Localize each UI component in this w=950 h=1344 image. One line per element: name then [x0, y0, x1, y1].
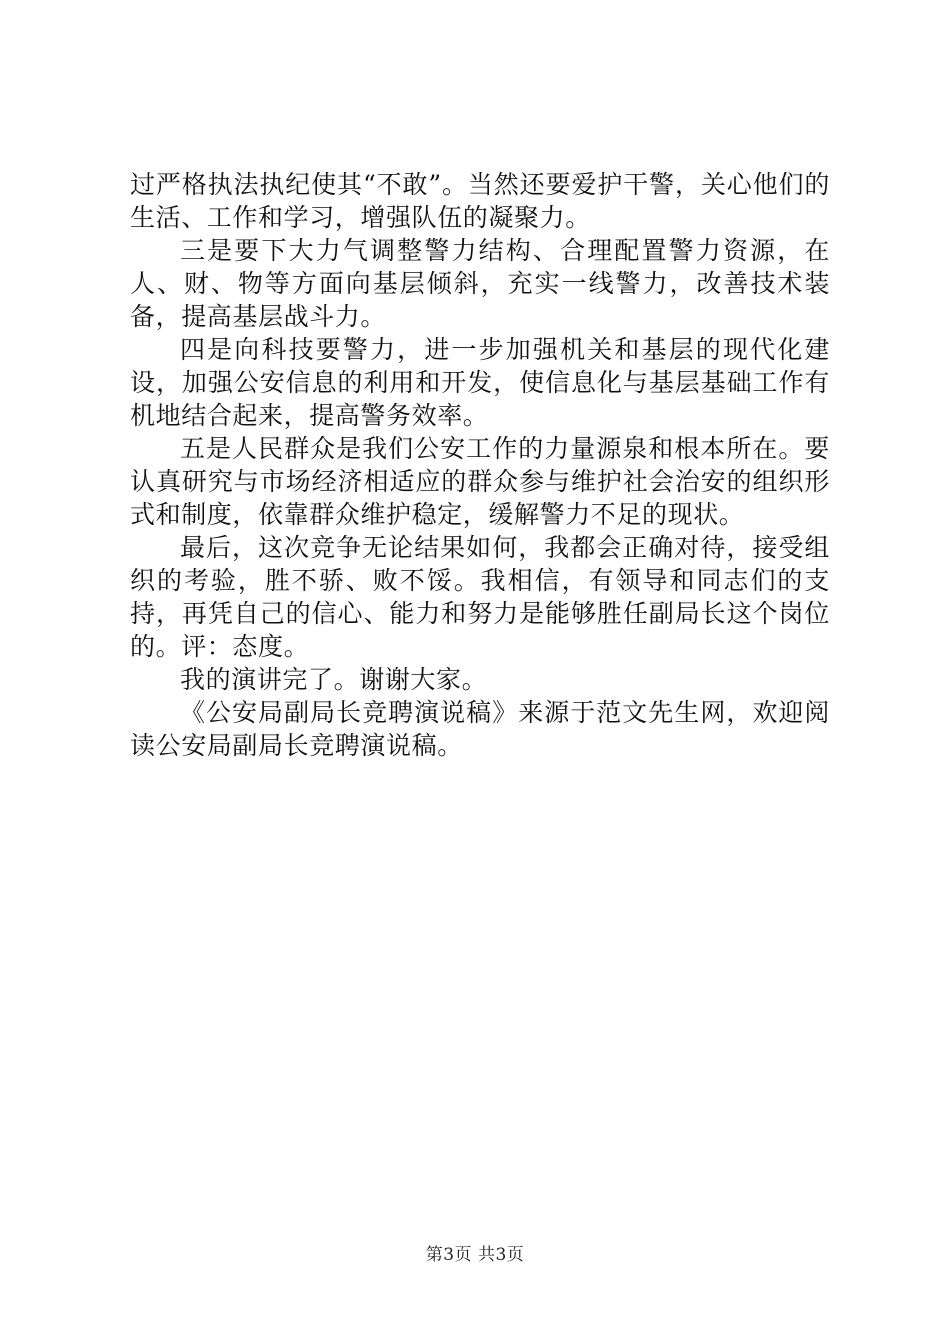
- paragraph-source-note: 《公安局副局长竞聘演说稿》来源于范文先生网，欢迎阅读公安局副局长竞聘演说稿。: [130, 698, 830, 760]
- paragraph-continuation: 过严格执法执纪使其“不敢”。当然还要爱护干警，关心他们的生活、工作和学习，增强队伍的凝聚力。: [130, 170, 830, 232]
- paragraph-point-four: 四是向科技要警力，进一步加强机关和基层的现代化建设，加强公安信息的利用和开发，使信息化与基层基础工作有机地结合起来，提高警务效率。: [130, 335, 830, 430]
- paragraph-closing: 最后，这次竞争无论结果如何，我都会正确对待，接受组织的考验，胜不骄、败不馁。我相信，有领导和同志们的支持，再凭自己的信心、能力和努力是能够胜任副局长这个岗位的。评：态度。: [130, 533, 830, 661]
- paragraph-thanks: 我的演讲完了。谢谢大家。: [180, 665, 488, 694]
- paragraph-point-five: 五是人民群众是我们公安工作的力量源泉和根本所在。要认真研究与市场经济相适应的群众参与维护社会治安的组织形式和制度，依靠群众维护稳定，缓解警力不足的现状。: [130, 434, 830, 529]
- page-number-footer: 第3页 共3页: [425, 1245, 525, 1265]
- paragraph-point-three: 三是要下大力气调整警力结构、合理配置警力资源，在人、财、物等方面向基层倾斜，充实一线警力，改善技术装备，提高基层战斗力。: [130, 236, 830, 331]
- document-body: [130, 168, 830, 762]
